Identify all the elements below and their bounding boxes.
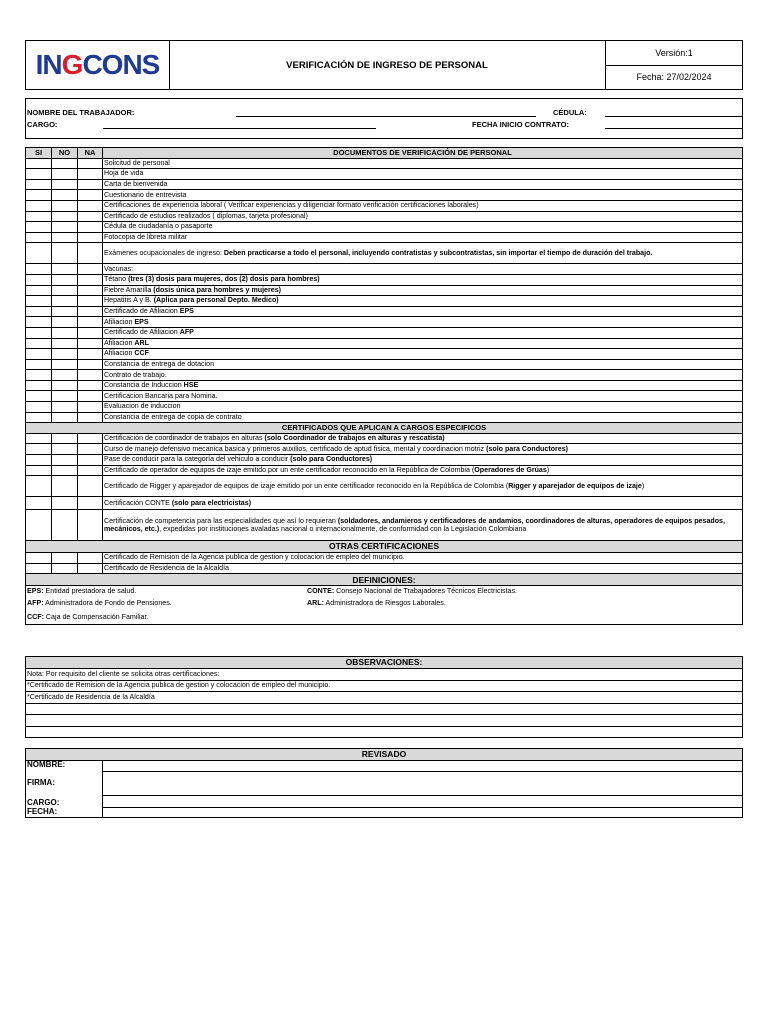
doc-text: Contrato de trabajo. [104, 370, 167, 379]
def-afp [27, 600, 172, 607]
checkbox-si[interactable] [26, 327, 52, 338]
checkbox-na[interactable] [78, 402, 103, 413]
table-row [26, 211, 743, 222]
doc-text: Certificacion Bancaria para Nomina. [104, 391, 218, 400]
checkbox-na[interactable] [78, 553, 103, 564]
document-item [103, 232, 743, 243]
doc-note: HSE [183, 381, 199, 390]
revisado-fecha-label: FECHA: [26, 807, 103, 818]
checkbox-na[interactable] [78, 179, 103, 190]
document-item [103, 465, 743, 476]
doc-competencia-text: Certificación de competencia para las especialidades que así lo requieran [104, 517, 338, 526]
checkbox-na[interactable] [78, 391, 103, 402]
checkbox-na[interactable] [78, 370, 103, 381]
logo-text-right: CONS [82, 49, 160, 80]
checkbox-na[interactable] [78, 433, 103, 444]
checkbox-na[interactable] [78, 349, 103, 360]
checkbox-si[interactable] [26, 402, 52, 413]
document-item [103, 306, 743, 317]
checkbox-no[interactable] [52, 402, 78, 413]
checkbox-si[interactable] [26, 243, 52, 264]
checkbox-no[interactable] [52, 222, 78, 233]
document-item [103, 380, 743, 391]
verification-table [25, 147, 743, 625]
checkbox-no[interactable] [52, 563, 78, 574]
checkbox-na[interactable] [78, 232, 103, 243]
checkbox-si[interactable] [26, 296, 52, 307]
def-arl [307, 600, 446, 607]
table-row [26, 285, 743, 296]
checkbox-si[interactable] [26, 274, 52, 285]
cedula-line[interactable] [605, 116, 743, 117]
doc-conte-bold: (solo para electricistas) [171, 498, 252, 507]
checkbox-na[interactable] [78, 264, 103, 275]
table-row [26, 553, 743, 564]
checkbox-na[interactable] [78, 563, 103, 574]
checkbox-no[interactable] [52, 232, 78, 243]
table-row [26, 444, 743, 455]
doc-text: Certificado de estudios realizados ( diplomas, tarjeta profesional) [104, 211, 308, 220]
document-item [103, 349, 743, 360]
doc-rigger [103, 476, 743, 497]
revisado-firma-field[interactable] [103, 771, 743, 795]
checkbox-no[interactable] [52, 391, 78, 402]
document-item [103, 296, 743, 307]
observaciones-line [26, 669, 743, 681]
document-item [103, 200, 743, 211]
table-row [26, 359, 743, 370]
def-eps-abbr: EPS: [27, 587, 44, 596]
observaciones-title: OBSERVACIONES: [26, 657, 743, 669]
document-item [103, 317, 743, 328]
doc-text: Cuestionario de entrevista [104, 190, 187, 199]
doc-rigger-after: ) [641, 481, 645, 490]
checkbox-no[interactable] [52, 243, 78, 264]
def-afp-text: Administradora de Fondo de Pensiones. [43, 599, 172, 608]
doc-text: Certificado de operador de equipos de izaje emitido por un ente certificador reconocido en la República de Colombia ( [104, 465, 475, 474]
company-logo [36, 49, 160, 81]
document-item [103, 169, 743, 180]
checkbox-no[interactable] [52, 338, 78, 349]
doc-conte [103, 497, 743, 510]
checkbox-no[interactable] [52, 380, 78, 391]
checkbox-no[interactable] [52, 510, 78, 541]
def-eps-text: Entidad prestadora de salud. [43, 587, 137, 596]
doc-after: ) [546, 465, 550, 474]
checkbox-no[interactable] [52, 465, 78, 476]
cargo-line[interactable] [103, 128, 376, 129]
document-header [25, 40, 743, 90]
checkbox-si[interactable] [26, 306, 52, 317]
document-item [103, 433, 743, 444]
doc-text: Hepatitis A y B. [104, 296, 154, 305]
table-row [26, 200, 743, 211]
checkbox-no[interactable] [52, 444, 78, 455]
doc-rigger-text: Certificado de Rigger y aparejador de equipos de izaje emitido por un ente certificador reconocido en la República de Colombia ( [104, 481, 509, 490]
checkbox-no[interactable] [52, 370, 78, 381]
def-ccf [27, 614, 148, 621]
checkbox-na[interactable] [78, 211, 103, 222]
checkbox-no[interactable] [52, 359, 78, 370]
doc-text: Solicitud de personal [104, 158, 170, 167]
checkbox-si[interactable] [26, 455, 52, 466]
version-label: Versión:1 [606, 41, 742, 66]
checkbox-si[interactable] [26, 465, 52, 476]
document-item [103, 338, 743, 349]
checkbox-na[interactable] [78, 444, 103, 455]
checkbox-na[interactable] [78, 359, 103, 370]
observaciones-text[interactable] [26, 715, 743, 727]
definitions-row [26, 586, 743, 625]
checkbox-si[interactable] [26, 433, 52, 444]
doc-text: Afiliacion [104, 317, 135, 326]
checkbox-si[interactable] [26, 190, 52, 201]
doc-text: Evaluacion de induccion [104, 402, 181, 411]
table-row [26, 380, 743, 391]
table-row [26, 274, 743, 285]
table-row [26, 563, 743, 574]
checkbox-si[interactable] [26, 158, 52, 169]
document-item [103, 179, 743, 190]
checkbox-no[interactable] [52, 306, 78, 317]
doc-text: Carta de bienvenida [104, 180, 168, 189]
observaciones-line [26, 692, 743, 704]
cargo-label: CARGO: [27, 120, 58, 129]
revisado-cargo-field[interactable] [103, 795, 743, 807]
document-item [103, 285, 743, 296]
fecha-inicio-label: FECHA INICIO CONTRATO: [472, 120, 569, 129]
checkbox-na[interactable] [78, 306, 103, 317]
checkbox-si[interactable] [26, 444, 52, 455]
revisado-cargo-label: CARGO: [26, 795, 103, 807]
checkbox-si[interactable] [26, 380, 52, 391]
doc-examenes [103, 243, 743, 264]
doc-note: (solo Coordinador de trabajos en alturas y rescatista) [264, 434, 445, 443]
checkbox-si[interactable] [26, 179, 52, 190]
doc-note: Operadores de Grúas [474, 465, 547, 474]
table-row [26, 370, 743, 381]
checkbox-no[interactable] [52, 285, 78, 296]
checkbox-no[interactable] [52, 317, 78, 328]
def-ccf-text: Caja de Compensación Familiar. [43, 613, 149, 622]
doc-competencia [103, 510, 743, 541]
checkbox-no[interactable] [52, 169, 78, 180]
doc-text: Certificado de Afiliacion [104, 328, 180, 337]
checkbox-si[interactable] [26, 563, 52, 574]
checkbox-si[interactable] [26, 476, 52, 497]
checkbox-si[interactable] [26, 222, 52, 233]
doc-competencia-bold: (soldadores, andamieros y certificadores de andamios, coordinadores de alturas, operadores de equipos pesados, mecánicos, etc.) [104, 517, 725, 534]
revisado-firma-label: FIRMA: [26, 771, 103, 795]
checkbox-no[interactable] [52, 412, 78, 423]
section-otras: OTRAS CERTIFICACIONES [26, 541, 743, 553]
document-item [103, 222, 743, 233]
table-row [26, 455, 743, 466]
checkbox-no[interactable] [52, 179, 78, 190]
logo-cell [26, 41, 170, 89]
checkbox-si[interactable] [26, 370, 52, 381]
def-conte [307, 588, 517, 595]
doc-text: Constancia de entrega de copia de contrato [104, 412, 242, 421]
checkbox-na[interactable] [78, 274, 103, 285]
table-row [26, 412, 743, 423]
checkbox-no[interactable] [52, 327, 78, 338]
document-item [103, 327, 743, 338]
observaciones-line [26, 715, 743, 727]
checkbox-na[interactable] [78, 497, 103, 510]
checkbox-si[interactable] [26, 211, 52, 222]
checkbox-no[interactable] [52, 200, 78, 211]
checkbox-na[interactable] [78, 317, 103, 328]
table-row [26, 338, 743, 349]
doc-text: Certificación de coordinador de trabajos en alturas [104, 434, 265, 443]
fecha-inicio-line[interactable] [605, 128, 743, 129]
checkbox-na[interactable] [78, 222, 103, 233]
checkbox-na[interactable] [78, 476, 103, 497]
table-row-rigger [26, 476, 743, 497]
doc-note: (tres (3) dosis para mujeres, dos (2) dosis para hombres) [128, 275, 320, 284]
checkbox-si[interactable] [26, 412, 52, 423]
document-item [103, 402, 743, 413]
def-eps [27, 588, 136, 595]
worker-info-box [25, 98, 743, 139]
checkbox-na[interactable] [78, 465, 103, 476]
checkbox-no[interactable] [52, 433, 78, 444]
doc-examenes-text: Exámenes ocupacionales de ingreso: [104, 248, 224, 257]
doc-competencia-after: , expedidas por instituciones avaladas nacional o internacionalmente, de conformidad con la Legislación Colombiana [159, 525, 527, 534]
definitions-cell [26, 586, 743, 625]
checkbox-no[interactable] [52, 274, 78, 285]
col-no-header: NO [52, 148, 78, 159]
checkbox-na[interactable] [78, 296, 103, 307]
document-item [103, 359, 743, 370]
revisado-fecha-field[interactable] [103, 807, 743, 818]
checkbox-na[interactable] [78, 285, 103, 296]
checkbox-na[interactable] [78, 158, 103, 169]
doc-note: (solo para Conductores) [290, 455, 373, 464]
checkbox-si[interactable] [26, 553, 52, 564]
observaciones-line [26, 726, 743, 738]
doc-text: Curso de manejo defensivo mecanica basica y primeros auxilios, certificado de aptud fisica, mental y coordinacion motriz [104, 444, 487, 453]
table-row [26, 402, 743, 413]
def-arl-abbr: ARL: [307, 599, 324, 608]
worker-name-label: NOMBRE DEL TRABAJADOR: [27, 108, 135, 117]
document-item [103, 190, 743, 201]
doc-note: (Aplica para personal Depto. Medico) [153, 296, 279, 305]
checkbox-na[interactable] [78, 510, 103, 541]
table-header-row [26, 148, 743, 159]
otras-item: Certificado de Remision de la Agencia publica de gestion y colocacion de empleo del municipio. [103, 553, 743, 564]
section-especificos: CERTIFICADOS QUE APLICAN A CARGOS ESPECIFICOS [26, 423, 743, 434]
def-conte-text: Consejo Nacional de Trabajadores Técnicos Electricistas. [334, 587, 518, 596]
checkbox-na[interactable] [78, 327, 103, 338]
section-definiciones: DEFINICIONES: [26, 574, 743, 586]
table-row [26, 190, 743, 201]
checkbox-no[interactable] [52, 455, 78, 466]
doc-text: Certificaciones de experiencia laboral ( Verificar experiencias y diligenciar formato verificación certificaciones laborales) [104, 201, 479, 210]
doc-text: Cédula de ciudadanía o pasaporte [104, 222, 213, 231]
checkbox-na[interactable] [78, 380, 103, 391]
table-row [26, 465, 743, 476]
checkbox-na[interactable] [78, 200, 103, 211]
doc-note: EPS [134, 317, 149, 326]
doc-text: Constancia de entrega de dotacion [104, 359, 215, 368]
checkbox-si[interactable] [26, 285, 52, 296]
def-conte-abbr: CONTE: [307, 587, 335, 596]
table-row [26, 317, 743, 328]
doc-note: AFP [179, 328, 194, 337]
doc-rigger-bold: Rigger y aparejador de equipos de izaje [508, 481, 642, 490]
document-item [103, 274, 743, 285]
doc-note: EPS [179, 306, 194, 315]
document-item [103, 370, 743, 381]
doc-text: Afiliacion [104, 349, 135, 358]
table-row-examenes [26, 243, 743, 264]
doc-text: Fiebre Amarilla [104, 285, 154, 294]
doc-text: Constancia de Induccion [104, 381, 184, 390]
checkbox-si[interactable] [26, 317, 52, 328]
checkbox-na[interactable] [78, 169, 103, 180]
def-afp-abbr: AFP: [27, 599, 44, 608]
checkbox-no[interactable] [52, 349, 78, 360]
checkbox-si[interactable] [26, 338, 52, 349]
document-item [103, 444, 743, 455]
checkbox-si[interactable] [26, 200, 52, 211]
table-row [26, 433, 743, 444]
revisado-table [25, 748, 743, 818]
table-row [26, 179, 743, 190]
checkbox-no[interactable] [52, 211, 78, 222]
logo-text-left: IN [35, 49, 62, 80]
observaciones-text[interactable]: *Certificado de Residencia de la Alcaldía [26, 692, 743, 704]
vacunas-label: Vacunas: [103, 264, 743, 275]
document-item [103, 391, 743, 402]
table-row [26, 349, 743, 360]
doc-text: Certificado de Afiliacion [104, 306, 180, 315]
doc-text: Hoja de vida [104, 169, 144, 178]
checkbox-si[interactable] [26, 169, 52, 180]
checkbox-si[interactable] [26, 359, 52, 370]
checkbox-na[interactable] [78, 455, 103, 466]
observaciones-text[interactable] [26, 726, 743, 738]
table-row [26, 169, 743, 180]
observaciones-line [26, 680, 743, 692]
checkbox-si[interactable] [26, 232, 52, 243]
checkbox-no[interactable] [52, 296, 78, 307]
doc-note: ARL [134, 338, 149, 347]
doc-text: Tétano [104, 275, 129, 284]
checkbox-na[interactable] [78, 412, 103, 423]
doc-text: Fotocopia de libreta militar [104, 233, 188, 241]
checkbox-si[interactable] [26, 391, 52, 402]
checkbox-na[interactable] [78, 243, 103, 264]
checkbox-si[interactable] [26, 349, 52, 360]
checkbox-no[interactable] [52, 158, 78, 169]
document-item [103, 412, 743, 423]
cedula-label: CÉDULA: [553, 108, 587, 117]
checkbox-no[interactable] [52, 476, 78, 497]
doc-conte-text: Certificación CONTE [104, 498, 172, 507]
revisado-nombre-label: NOMBRE: [26, 761, 103, 772]
table-row [26, 306, 743, 317]
table-row [26, 232, 743, 243]
checkbox-no[interactable] [52, 553, 78, 564]
observaciones-table [25, 656, 743, 738]
doc-text: Pase de conducir para la categoría del vehiculo a conducir [104, 455, 291, 464]
observaciones-text[interactable] [26, 703, 743, 715]
table-row [26, 222, 743, 233]
col-docs-header: DOCUMENTOS DE VERIFICACIÓN DE PERSONAL [103, 148, 743, 159]
checkbox-si[interactable] [26, 510, 52, 541]
table-row-vacunas [26, 264, 743, 275]
otras-item: Certificado de Residencia de la Alcaldía [103, 563, 743, 574]
checkbox-no[interactable] [52, 497, 78, 510]
table-row [26, 158, 743, 169]
revisado-nombre-field[interactable] [103, 761, 743, 772]
def-arl-text: Administradora de Riesgos Laborales. [323, 599, 446, 608]
observaciones-text[interactable]: Nota: Por requisito del cliente se solicita otras certificaciones: [26, 669, 743, 681]
logo-text-mid: G [61, 49, 83, 80]
checkbox-si[interactable] [26, 497, 52, 510]
col-na-header: NA [78, 148, 103, 159]
table-row-competencia [26, 510, 743, 541]
doc-text: Afiliacion [104, 338, 135, 347]
def-ccf-abbr: CCF: [27, 613, 44, 622]
doc-note: (dosis única para hombres y mujeres) [153, 285, 282, 294]
table-row [26, 391, 743, 402]
document-item [103, 455, 743, 466]
document-title: VERIFICACIÓN DE INGRESO DE PERSONAL [169, 41, 606, 89]
doc-note: CCF [134, 349, 149, 358]
date-label: Fecha: 27/02/2024 [636, 72, 712, 82]
document-item [103, 158, 743, 169]
checkbox-na[interactable] [78, 190, 103, 201]
observaciones-text[interactable]: *Certificado de Remision de la Agencia publica de gestion y colocacion de empleo del municipio. [26, 680, 743, 692]
table-row [26, 327, 743, 338]
doc-examenes-note: Deben practicarse a todo el personal, incluyendo contratistas y subcontratistas, sin importar el tiempo de duración del trabajo. [223, 248, 653, 257]
document-item [103, 211, 743, 222]
worker-name-line[interactable] [236, 116, 536, 117]
revisado-title: REVISADO [26, 749, 743, 761]
checkbox-no[interactable] [52, 190, 78, 201]
checkbox-si[interactable] [26, 264, 52, 275]
observaciones-line [26, 703, 743, 715]
table-row [26, 296, 743, 307]
table-row-conte [26, 497, 743, 510]
col-si-header: SI [26, 148, 52, 159]
doc-note: (solo para Conductores) [486, 444, 569, 453]
checkbox-no[interactable] [52, 264, 78, 275]
checkbox-na[interactable] [78, 338, 103, 349]
